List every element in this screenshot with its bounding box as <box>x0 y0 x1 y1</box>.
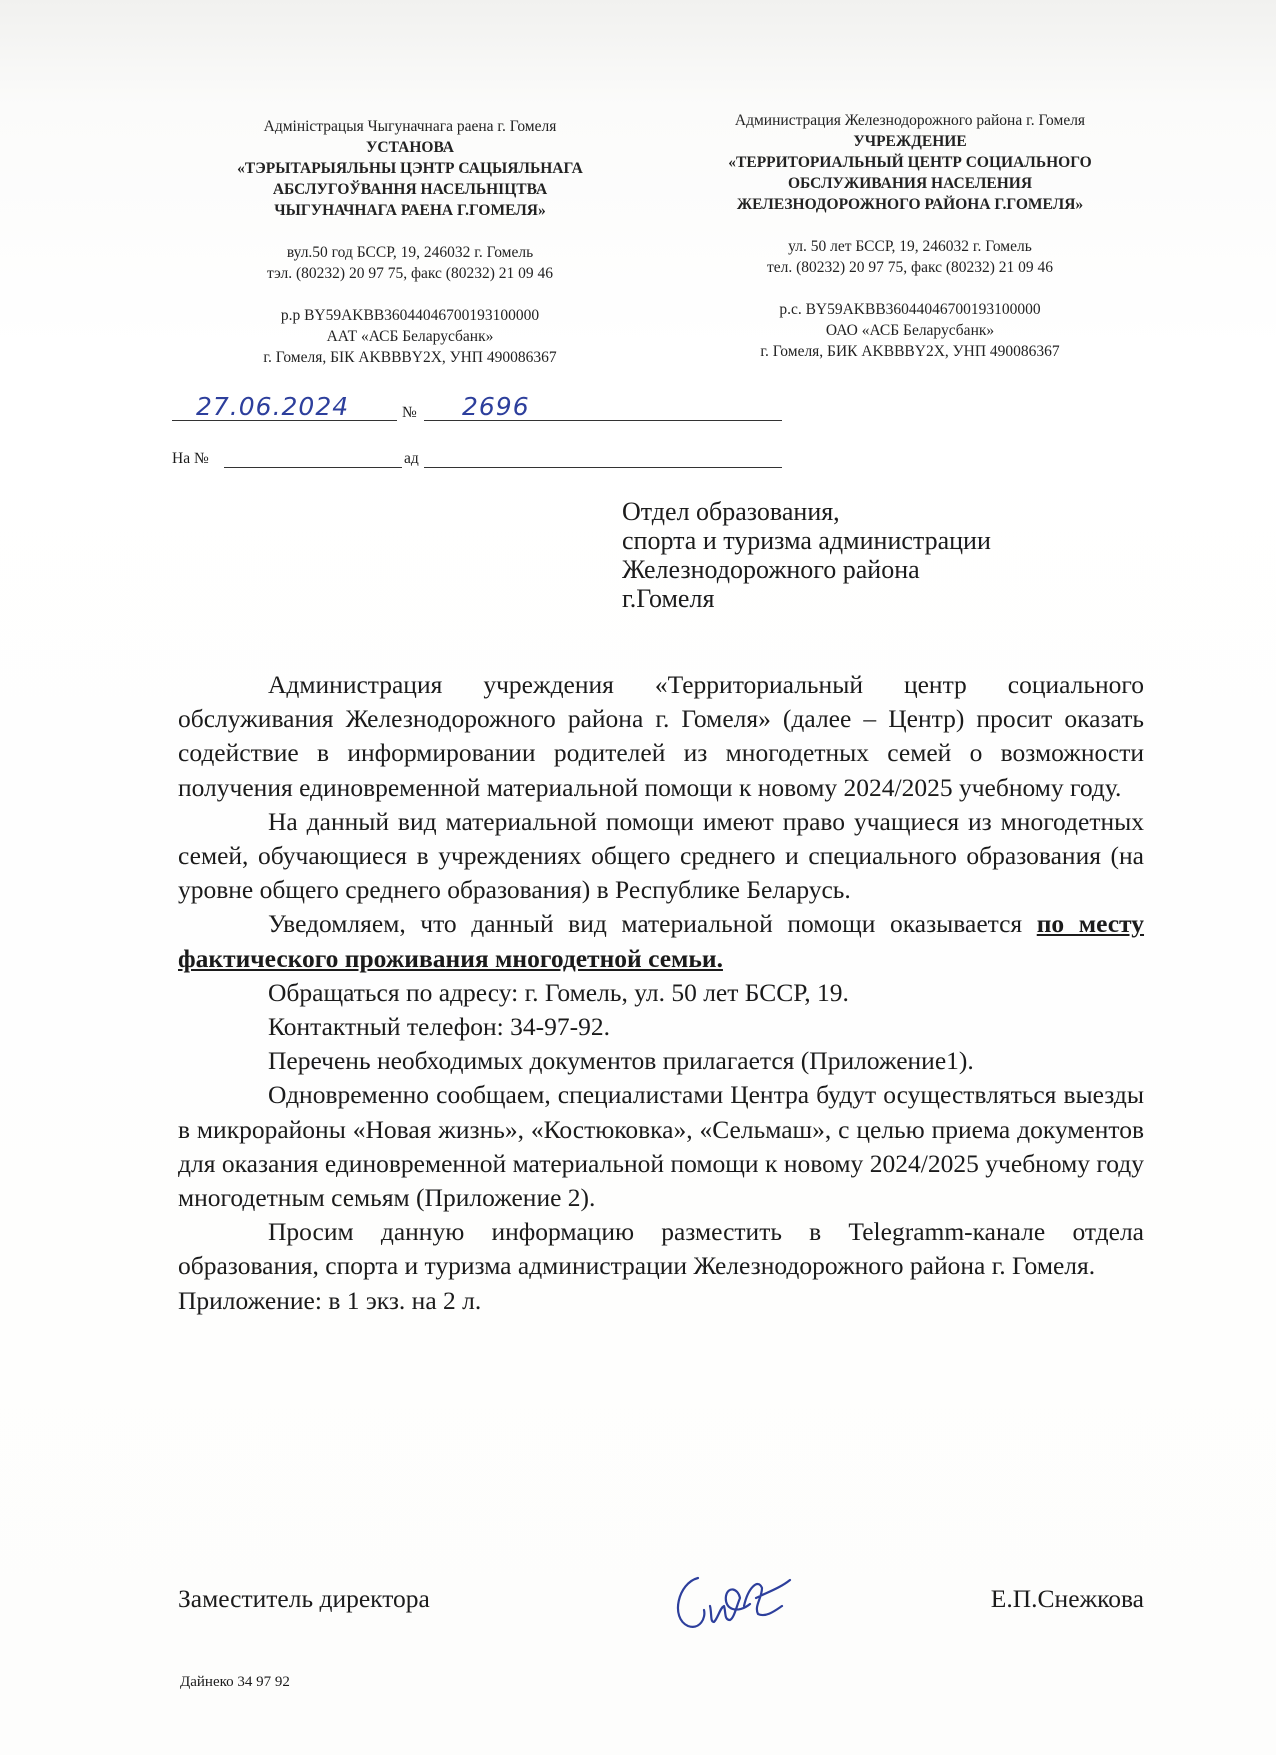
letterhead-bank-name: ААТ «АСБ Беларусбанк» <box>326 328 494 345</box>
letterhead-bank-codes: г. Гомеля, БИК AKBBBY2X, УНП 490086367 <box>760 343 1060 360</box>
letterhead-org-name-3: ЖЕЛЕЗНОДОРОЖНОГО РАЙОНА Г.ГОМЕЛЯ» <box>736 196 1084 213</box>
letterhead-org-name-1: «ТЭРЫТАРЫЯЛЬНЫ ЦЭНТР САЦЫЯЛЬНАГА <box>237 160 583 177</box>
reference-from-label: ад <box>404 450 419 467</box>
number-underline <box>424 420 782 421</box>
addressee-line: г.Гомеля <box>622 584 715 613</box>
signatory-name: Е.П.Снежкова <box>990 1584 1144 1613</box>
addressee-block <box>622 497 1142 613</box>
body-paragraph: Перечень необходимых документов прилагается (Приложение1). <box>268 1046 974 1076</box>
letterhead-bank-account: р.с. BY59AKBB36044046700193100000 <box>779 301 1041 318</box>
signature-row <box>178 1578 1144 1618</box>
letterhead-bank-codes: г. Гомеля, БІК AKBBBY2X, УНП 490086367 <box>263 349 557 366</box>
date-underline <box>172 420 397 421</box>
addressee-line: Железнодорожного района <box>622 555 920 584</box>
letterhead-institution-type: УСТАНОВА <box>366 139 454 156</box>
registration-date: 27.06.2024 <box>196 392 350 421</box>
body-paragraph <box>178 907 1144 975</box>
body-paragraph: Администрация учреждения «Территориальный центр социального обслуживания Железнодорожного района г. Гомеля» (далее – Центр) просит оказать содействие в информировании родителей из многодетных семей о возможности получения единовременной материальной помощи к новому 2024/2025 учебному году. <box>178 670 1144 802</box>
letterhead-address: ул. 50 лет БССР, 19, 246032 г. Гомель <box>788 238 1032 255</box>
letterhead-admin-line: Адміністрацыя Чыгуначнага раена г. Гомеля <box>263 118 557 135</box>
reference-line <box>172 450 612 472</box>
number-sign: № <box>402 404 417 421</box>
letterhead-phone: тел. (80232) 20 97 75, факс (80232) 21 09 46 <box>766 259 1054 276</box>
letterhead-institution-type: УЧРЕЖДЕНИЕ <box>853 133 967 150</box>
executor-note: Дайнеко 34 97 92 <box>180 1674 290 1690</box>
body-paragraph: Одновременно сообщаем, специалистами Центра будут осуществляться выезды в микрорайоны «Новая жизнь», «Костюковка», «Сельмаш», с целью приема документов для оказания единовременной материальной помощи к новому 2024/2025 учебному году многодетным семьям (Приложение 2). <box>178 1080 1144 1213</box>
letterhead-phone: тэл. (80232) 20 97 75, факс (80232) 21 09 46 <box>267 265 553 282</box>
letterhead-belarusian <box>180 116 640 368</box>
letter-body <box>178 668 1144 1318</box>
body-paragraph: Обращаться по адресу: г. Гомель, ул. 50 лет БССР, 19. <box>268 977 849 1007</box>
registration-number: 2696 <box>462 392 530 421</box>
signatory-position: Заместитель директора <box>178 1584 430 1613</box>
reference-label: На № <box>172 450 209 467</box>
handwritten-signature <box>658 1548 808 1648</box>
body-paragraph: Контактный телефон: 34-97-92. <box>268 1012 610 1042</box>
letterhead-address: вул.50 год БССР, 19, 246032 г. Гомель <box>286 244 534 261</box>
addressee-line: спорта и туризма администрации <box>622 526 991 555</box>
emphasized-text: по месту фактического проживания многодетной семьи. <box>178 909 1145 973</box>
reference-number-underline <box>224 467 402 468</box>
letterhead-org-name-1: «ТЕРРИТОРИАЛЬНЫЙ ЦЕНТР СОЦИАЛЬНОГО <box>728 154 1092 171</box>
letterhead-russian <box>660 110 1160 362</box>
letterhead-admin-line: Администрация Железнодорожного района г. Гомеля <box>734 112 1086 129</box>
attachment-note: Приложение: в 1 экз. на 2 л. <box>178 1285 482 1315</box>
body-paragraph: Просим данную информацию разместить в Telegramm-канале отдела образования, спорта и туризма администрации Железнодорожного района г. Гомеля. <box>178 1217 1144 1281</box>
letterhead-org-name-2: ОБСЛУЖИВАНИЯ НАСЕЛЕНИЯ <box>787 175 1033 192</box>
letterhead-org-name-3: ЧЫГУНАЧНАГА РАЕНА Г.ГОМЕЛЯ» <box>274 202 546 219</box>
reference-date-underline <box>424 467 782 468</box>
registration-line <box>172 392 612 424</box>
letterhead-bank-account: р.р BY59AKBB36044046700193100000 <box>280 307 540 324</box>
body-paragraph: На данный вид материальной помощи имеют право учащиеся из многодетных семей, обучающиеся в учреждениях общего среднего и специального образования (на уровне общего среднего образования) в Республике Беларусь. <box>178 806 1144 905</box>
letterhead-org-name-2: АБСЛУГОЎВАННЯ НАСЕЛЬНІЦТВА <box>272 181 548 198</box>
letterhead-bank-name: ОАО «АСБ Беларусбанк» <box>825 322 995 339</box>
addressee-line: Отдел образования, <box>622 497 840 526</box>
body-text: Уведомляем, что данный вид материальной помощи оказывается <box>268 909 1023 939</box>
